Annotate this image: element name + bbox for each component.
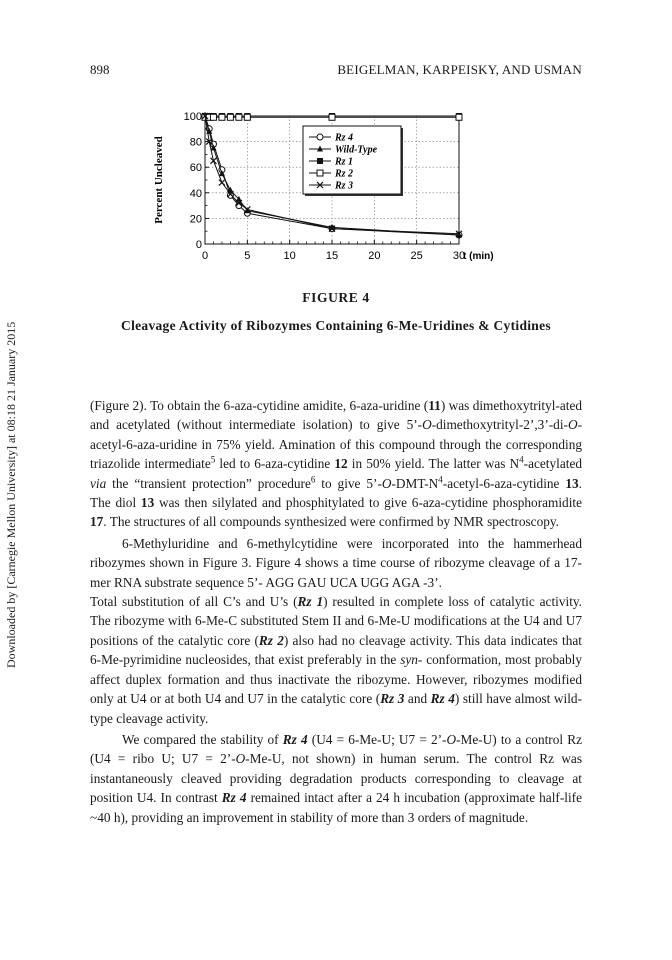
legend-label-rz-1: Rz 1 xyxy=(335,156,354,168)
data-point-rz-2 xyxy=(210,114,216,120)
paragraph-synthesis: (Figure 2). To obtain the 6-aza-cytidine amidite, 6-aza-uridine (11) was dimethoxytrityl-ated and acetylated (without intermediate isolation) to give 5’-O-dimethoxytrityl-2’,3’-di-O-acetyl-6-aza-uridine in 75% yield. Amination of this compound through the corresponding triazolide intermediate$^5$ led to 6-aza-cytidine 12 in 50% yield. The latter was $N^4$-acetylated via the “transient protection” procedure$^6$ to give $5’-O-DMT-N^4-acetyl-6-aza$-cytidine 13. The diol 13 was then silylated and phosphitylated to give 6-aza-cytidine phosphoramidite 17. The structures of all compounds synthesized were confirmed by NMR spectroscopy. xyxy=(90,398,583,530)
x-tick-label: 25 xyxy=(410,250,423,262)
data-point-rz-2 xyxy=(329,114,335,120)
x-tick-label: 5 xyxy=(244,250,251,262)
data-point-rz-2 xyxy=(219,114,225,120)
legend-label-wild-type: Wild-Type xyxy=(335,144,378,156)
x-tick-label: 0 xyxy=(201,250,209,262)
legend-marker-rz-1 xyxy=(317,158,323,164)
body-text xyxy=(90,396,582,827)
page-number: 898 xyxy=(90,62,110,77)
legend-label-rz-3: Rz 3 xyxy=(335,180,354,192)
legend-marker-rz-4 xyxy=(317,134,323,140)
y-tick-label: 60 xyxy=(189,162,202,175)
running-head: BEIGELMAN, KARPEISKY, AND USMAN xyxy=(337,62,582,77)
cleavage-chart xyxy=(140,98,520,278)
x-axis-label: t (min) xyxy=(463,251,494,262)
paragraph-substitution: Total substitution of all C’s and U’s (Rz 1) resulted in complete loss of catalytic activity. The ribozyme with 6-Me-C substituted Stem II and 6-Me-U modifications at the U4 and U7 positions of the catalytic core (Rz 2) also had no cleavage activity. This data indicates that 6-Me-pyrimidine nucleosides, that exist preferably in the syn- conformation, most probably affect duplex formation and thus inactivate the ribozyme. However, ribozymes modified only at U4 or at both U4 and U7 in the catalytic core (Rz 3 and Rz 4) still have almost wild-type cleavage activity. xyxy=(90,594,582,726)
paragraph-stability: We compared the stability of Rz 4 (U4 = 6-Me-U; U7 = 2’-O-Me-U) to a control Rz (U4 = ribo U; U7 = 2’-O-Me-U, not shown) in human serum. The control Rz was instantaneously cleaved providing degradation products corresponding to cleavage at position U4. In contrast Rz 4 remained intact after a 24 h incubation (approximate half-life ~40 h), providing an improvement in stability of more than 3 orders of magnitude. xyxy=(90,731,582,825)
download-watermark xyxy=(3,288,17,668)
y-tick-label: 0 xyxy=(195,239,202,251)
y-tick-label: 40 xyxy=(189,187,202,200)
chart-legend xyxy=(303,126,403,196)
y-tick-label: 100 xyxy=(183,111,202,123)
legend-marker-rz-2 xyxy=(317,170,323,176)
data-point-rz-2 xyxy=(456,114,462,120)
figure-caption: Cleavage Activity of Ribozymes Containing 6-Me-Uridines & Cytidines xyxy=(121,318,551,333)
paragraph-incorporation: 6-Methyluridine and 6-methylcytidine were incorporated into the hammerhead ribozymes shown in Figure 3. Figure 4 shows a time course of ribozyme cleavage of a 17-mer RNA substrate sequence 5’- AGG GAU UCA UGG AGA -3’. xyxy=(90,535,582,590)
x-tick-label: 15 xyxy=(325,250,339,262)
legend-label-rz-2: Rz 2 xyxy=(335,168,354,180)
download-watermark-text: Downloaded by [Carnegie Mellon University] at 08:18 21 January 2015 xyxy=(4,321,18,668)
x-tick-label: 20 xyxy=(368,250,381,262)
y-axis-label: Percent Uncleaved xyxy=(153,136,165,224)
data-point-rz-2 xyxy=(227,114,233,120)
legend-label-rz-4: Rz 4 xyxy=(335,132,354,144)
y-tick-label: 20 xyxy=(189,213,202,226)
data-point-rz-2 xyxy=(244,114,250,120)
figure-label: FIGURE 4 xyxy=(302,290,370,305)
x-tick-label: 10 xyxy=(283,250,296,262)
series-rz-2 xyxy=(202,114,462,120)
x-tick-label: 30 xyxy=(452,250,466,262)
data-point-rz-2 xyxy=(236,114,242,120)
y-tick-label: 80 xyxy=(189,136,202,149)
page-header xyxy=(90,62,582,78)
